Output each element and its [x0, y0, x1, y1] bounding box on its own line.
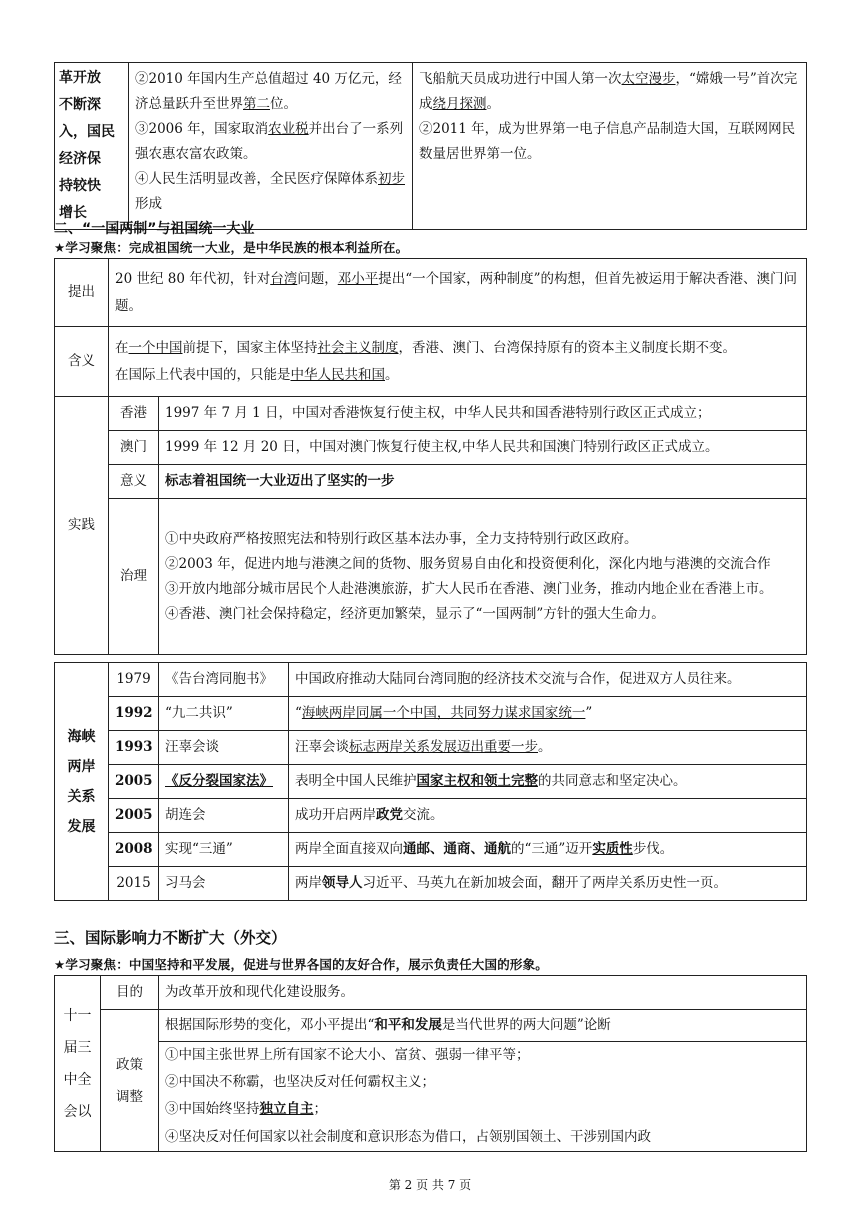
strait-year: 1992	[109, 697, 159, 731]
strait-event: 习马会	[159, 867, 289, 901]
strait-desc: “海峡两岸同属一个中国，共同努力谋求国家统一”	[289, 697, 807, 731]
proposal-text: 20 世纪 80 年代初，针对台湾问题，邓小平提出“一个国家，两种制度”的构想，但首先被运用于解决香港、澳门问题。	[109, 259, 807, 327]
diplomacy-period-label: 十一 届三 中全 会以	[55, 976, 101, 1152]
policy-label: 政策 调整	[101, 1010, 159, 1152]
meaning-text: 在一个中国前提下，国家主体坚持社会主义制度，香港、澳门、台湾保持原有的资本主义制度长期不变。 在国际上代表中国的，只能是中华人民共和国。	[109, 327, 807, 397]
significance-label: 意义	[109, 465, 159, 499]
policy-intro: 根据国际形势的变化，邓小平提出“和平和发展是当代世界的两大问题”论断	[159, 1010, 807, 1042]
proposal-label: 提出	[55, 259, 109, 327]
goal-label: 目的	[101, 976, 159, 1010]
strait-event: 胡连会	[159, 799, 289, 833]
governance-item: ④香港、澳门社会保持稳定，经济更加繁荣，显示了“一国两制”方针的强大生命力。	[165, 605, 665, 622]
space-achievement: 飞船航天员成功进行中国人第一次太空漫步，“嫦娥一号”首次完成绕月探测。	[419, 71, 798, 112]
strait-desc: 两岸全面直接双向通邮、通商、通航的“三通”迈开实质性步伐。	[289, 833, 807, 867]
strait-year: 1979	[109, 663, 159, 697]
hk-text: 1997 年 7 月 1 日，中国对香港恢复行使主权，中华人民共和国香港特别行政区正式成立；	[159, 397, 807, 431]
goal-text: 为改革开放和现代化建设服务。	[159, 976, 807, 1010]
strait-desc: 两岸领导人习近平、马英九在新加坡会面，翻开了两岸关系历史性一页。	[289, 867, 807, 901]
strait-desc: 中国政府推动大陆同台湾同胞的经济技术交流与合作，促进双方人员往来。	[289, 663, 807, 697]
policy-item: ④坚决反对任何国家以社会制度和意识形态为借口，占领别国领土、干涉别国内政	[159, 1123, 807, 1152]
strait-year: 2008	[109, 833, 159, 867]
governance-item: ③开放内地部分城市居民个人赴港澳旅游，扩大人民币在香港、澳门业务，推动内地企业在香港上市。	[165, 580, 773, 597]
strait-desc: 成功开启两岸政党交流。	[289, 799, 807, 833]
governance-text	[159, 499, 807, 655]
strait-event: 《反分裂国家法》	[159, 765, 289, 799]
economy-col2	[413, 63, 807, 230]
economy-col1	[129, 63, 413, 230]
strait-desc: 汪辜会谈标志两岸关系发展迈出重要一步。	[289, 731, 807, 765]
one-country-two-systems-table	[54, 258, 807, 655]
governance-label: 治理	[109, 499, 159, 655]
policy-item: ③中国始终坚持独立自主；	[159, 1096, 807, 1123]
strait-relations-table	[54, 662, 807, 901]
section3-focus: ★学习聚焦：中国坚持和平发展，促进与世界各国的友好合作，展示负责任大国的形象。	[54, 957, 549, 972]
section2-focus: ★学习聚焦：完成祖国统一大业，是中华民族的根本利益所在。	[54, 240, 409, 255]
governance-item: ②2003 年，促进内地与港澳之间的货物、服务贸易自由化和投资便利化，深化内地与港澳的交流合作	[165, 555, 771, 572]
strait-year: 2005	[109, 765, 159, 799]
strait-year: 2005	[109, 799, 159, 833]
mo-text: 1999 年 12 月 20 日，中国对澳门恢复行使主权,中华人民共和国澳门特别行政区正式成立。	[159, 431, 807, 465]
significance-text: 标志着祖国统一大业迈出了坚实的一步	[159, 465, 807, 499]
strait-year: 2015	[109, 867, 159, 901]
economy-table	[54, 62, 807, 230]
economy-item-3: ③2006 年，国家取消农业税并出台了一系列强农惠农富农政策。	[135, 121, 404, 162]
strait-event: “九二共识”	[159, 697, 289, 731]
strait-event: 实现“三通”	[159, 833, 289, 867]
economy-item-4: ④人民生活明显改善，全民医疗保障体系初步形成	[135, 171, 405, 212]
governance-item: ①中央政府严格按照宪法和特别行政区基本法办事，全力支持特别行政区政府。	[165, 530, 638, 547]
meaning-label: 含义	[55, 327, 109, 397]
diplomacy-table	[54, 975, 807, 1152]
economy-label: 革开放 不断深 入，国民 经济保 持较快 增长	[55, 63, 129, 230]
policy-item: ①中国主张世界上所有国家不论大小、富贫、强弱一律平等；	[159, 1042, 807, 1070]
strait-event: 汪辜会谈	[159, 731, 289, 765]
strait-year: 1993	[109, 731, 159, 765]
policy-item: ②中国决不称霸，也坚决反对任何霸权主义；	[159, 1069, 807, 1096]
section3-heading: 三、国际影响力不断扩大（外交）	[54, 929, 287, 947]
electronics-achievement: ②2011 年，成为世界第一电子信息产品制造大国，互联网网民数量居世界第一位。	[419, 121, 796, 162]
strait-event: 《告台湾同胞书》	[159, 663, 289, 697]
economy-item-2: ②2010 年国内生产总值超过 40 万亿元，经济总量跃升至世界第二位。	[135, 71, 402, 112]
section2-heading: 二、“一国两制”与祖国统一大业	[54, 221, 255, 237]
page-footer: 第 2 页 共 7 页	[388, 1178, 472, 1192]
mo-label: 澳门	[109, 431, 159, 465]
strait-desc: 表明全中国人民维护国家主权和领土完整的共同意志和坚定决心。	[289, 765, 807, 799]
practice-label: 实践	[55, 397, 109, 655]
strait-label: 海峡 两岸 关系 发展	[55, 663, 109, 901]
hk-label: 香港	[109, 397, 159, 431]
